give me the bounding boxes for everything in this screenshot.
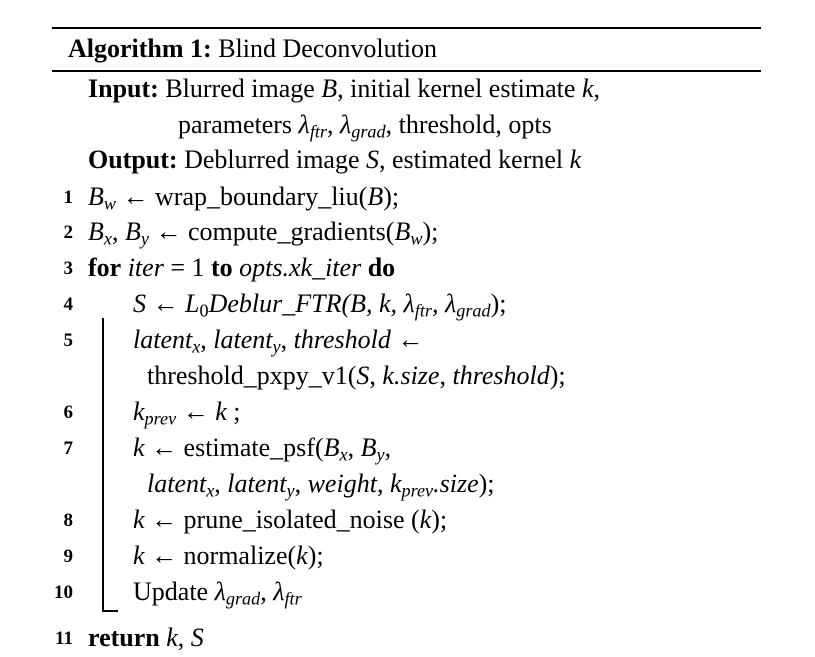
assign-arrow: ← bbox=[148, 217, 188, 246]
fn-name: wrap_boundary_liu( bbox=[155, 182, 368, 211]
end: ); bbox=[549, 361, 566, 390]
line-number: 7 bbox=[63, 438, 73, 459]
var-k: k bbox=[389, 469, 402, 498]
keyword-do: do bbox=[367, 253, 396, 282]
line-number: 2 bbox=[63, 222, 73, 243]
sub-y: y bbox=[272, 336, 281, 357]
assign-arrow: ← bbox=[390, 325, 424, 354]
sep: , bbox=[439, 361, 453, 390]
code-line-6 bbox=[133, 395, 240, 429]
line-number: 11 bbox=[55, 628, 73, 649]
var-k: k bbox=[215, 397, 227, 426]
sub-grad: grad bbox=[456, 300, 491, 321]
caption-label: Algorithm 1: bbox=[68, 34, 212, 63]
keyword-for: for bbox=[88, 253, 122, 282]
sub-prev: prev bbox=[144, 408, 177, 429]
sub-y: y bbox=[376, 444, 385, 465]
lambda-ftr: λ bbox=[298, 110, 310, 139]
var-threshold: threshold bbox=[452, 361, 550, 390]
sep: , bbox=[376, 469, 390, 498]
var-size: .size bbox=[433, 469, 479, 498]
fn-name: prune_isolated_noise ( bbox=[183, 505, 420, 534]
assign-arrow: ← bbox=[144, 541, 184, 570]
fn-name: normalize( bbox=[183, 541, 297, 570]
var-latent: latent bbox=[133, 325, 193, 354]
sep: , bbox=[111, 217, 125, 246]
sub-x: x bbox=[103, 228, 112, 249]
end: ); bbox=[490, 289, 507, 318]
arg: B bbox=[367, 182, 384, 211]
end: ); bbox=[431, 505, 448, 534]
mid: , λ bbox=[431, 289, 457, 318]
var-b: B bbox=[124, 217, 141, 246]
var-opts: opts.xk_iter bbox=[239, 253, 362, 282]
end: ); bbox=[383, 182, 400, 211]
code-line-7b bbox=[147, 467, 495, 501]
algorithm-caption bbox=[68, 32, 437, 66]
var-s: S bbox=[190, 623, 204, 652]
code-line-3 bbox=[88, 251, 395, 285]
sub-y: y bbox=[286, 480, 295, 501]
assign-arrow: ← bbox=[146, 289, 185, 318]
fn-name: compute_gradients( bbox=[187, 217, 395, 246]
code-line-10 bbox=[133, 575, 302, 609]
var-k: k bbox=[133, 397, 145, 426]
input-comma: , bbox=[593, 74, 600, 103]
assign-arrow: ← bbox=[144, 433, 184, 462]
sep: , bbox=[294, 469, 308, 498]
input-text-2: , initial kernel estimate bbox=[337, 74, 582, 103]
keyword-return: return bbox=[88, 623, 160, 652]
code-line-1 bbox=[88, 180, 399, 214]
var-latent: latent bbox=[147, 469, 207, 498]
fn-name: estimate_psf( bbox=[183, 433, 324, 462]
sep: , bbox=[214, 469, 228, 498]
params-rest: , threshold, opts bbox=[385, 110, 552, 139]
sub-prev: prev bbox=[401, 480, 434, 501]
sub-0: 0 bbox=[199, 300, 209, 321]
input-var-k: k bbox=[581, 74, 594, 103]
var-ksize: k.size bbox=[382, 361, 440, 390]
assign-arrow: ← bbox=[176, 397, 216, 426]
var-iter: iter bbox=[127, 253, 164, 282]
var-k: k bbox=[419, 505, 432, 534]
sep: , bbox=[200, 325, 214, 354]
end: , bbox=[384, 433, 392, 462]
code-line-5b bbox=[147, 359, 566, 393]
input-text: Blurred image bbox=[165, 74, 322, 103]
sub-w: w bbox=[410, 228, 423, 249]
lambda-ftr: λ bbox=[273, 577, 285, 606]
params-comma: , bbox=[327, 110, 340, 139]
var-b: B bbox=[88, 217, 104, 246]
code-line-7a bbox=[133, 431, 391, 465]
loop-bar-end bbox=[102, 610, 118, 612]
var-s: S bbox=[133, 289, 146, 318]
var-k: k bbox=[133, 541, 145, 570]
code-line-4 bbox=[133, 287, 507, 321]
var-b: B bbox=[88, 182, 104, 211]
var-latent: latent bbox=[227, 469, 287, 498]
line-number: 10 bbox=[54, 582, 73, 603]
var-weight: weight bbox=[307, 469, 377, 498]
var-b: B bbox=[360, 433, 377, 462]
sub-x: x bbox=[192, 336, 201, 357]
var-k: k bbox=[296, 541, 308, 570]
lambda-grad: λ bbox=[214, 577, 226, 606]
code-line-11 bbox=[88, 621, 204, 655]
input-label: Input: bbox=[88, 74, 159, 103]
keyword-to: to bbox=[210, 253, 233, 282]
loop-bar bbox=[102, 318, 104, 611]
fn-rest: Deblur_FTR(B, k, λ bbox=[208, 289, 415, 318]
code-line-5a bbox=[133, 323, 423, 357]
assign-arrow: ← bbox=[144, 505, 184, 534]
output-var-k: k bbox=[569, 145, 582, 174]
fn-name: threshold_pxpy_v1( bbox=[147, 361, 357, 390]
top-rule bbox=[52, 27, 761, 29]
end: ; bbox=[226, 397, 241, 426]
line-number: 1 bbox=[63, 187, 73, 208]
var-s: S bbox=[356, 361, 370, 390]
input-line-1 bbox=[88, 72, 600, 106]
line-number: 4 bbox=[63, 294, 73, 315]
sub-x: x bbox=[206, 480, 215, 501]
sub-w: w bbox=[103, 193, 117, 214]
sub-grad: grad bbox=[225, 588, 261, 609]
line-number: 6 bbox=[63, 402, 73, 423]
sub-x: x bbox=[339, 444, 348, 465]
update-text: Update bbox=[133, 577, 215, 606]
assign-arrow: ← bbox=[116, 182, 156, 211]
line-number: 9 bbox=[63, 546, 73, 567]
code-line-2 bbox=[88, 215, 438, 249]
output-line bbox=[88, 143, 581, 177]
arg: B bbox=[394, 217, 411, 246]
line-number: 8 bbox=[63, 510, 73, 531]
end: ); bbox=[478, 469, 495, 498]
sep: , bbox=[177, 623, 191, 652]
fn-l: L bbox=[185, 289, 200, 318]
output-label: Output: bbox=[88, 145, 178, 174]
var-k: k bbox=[133, 433, 145, 462]
sub-ftr: ftr bbox=[309, 121, 327, 142]
sep: , bbox=[347, 433, 361, 462]
line-number: 5 bbox=[63, 330, 73, 351]
sep: , bbox=[280, 325, 294, 354]
caption-title: Blind Deconvolution bbox=[218, 34, 438, 63]
code-line-9 bbox=[133, 539, 324, 573]
sep: , bbox=[260, 577, 274, 606]
var-latent: latent bbox=[213, 325, 273, 354]
eq: = 1 bbox=[163, 253, 211, 282]
lambda-grad: λ bbox=[340, 110, 352, 139]
var-threshold: threshold bbox=[293, 325, 391, 354]
line-number: 3 bbox=[63, 258, 73, 279]
var-k: k bbox=[133, 505, 145, 534]
end: ); bbox=[307, 541, 324, 570]
output-var-s: S bbox=[366, 145, 380, 174]
var-b: B bbox=[323, 433, 340, 462]
sub-ftr: ftr bbox=[414, 300, 432, 321]
input-line-2 bbox=[178, 108, 552, 142]
var-k: k bbox=[166, 623, 178, 652]
sub-grad: grad bbox=[351, 121, 386, 142]
sub-y: y bbox=[140, 228, 149, 249]
sub-ftr: ftr bbox=[284, 588, 302, 609]
sep: , bbox=[369, 361, 383, 390]
output-text: Deblurred image bbox=[184, 145, 367, 174]
params-text: parameters bbox=[178, 110, 299, 139]
end: ); bbox=[422, 217, 439, 246]
output-text-2: , estimated kernel bbox=[379, 145, 570, 174]
code-line-8 bbox=[133, 503, 447, 537]
input-var-b: B bbox=[321, 74, 338, 103]
